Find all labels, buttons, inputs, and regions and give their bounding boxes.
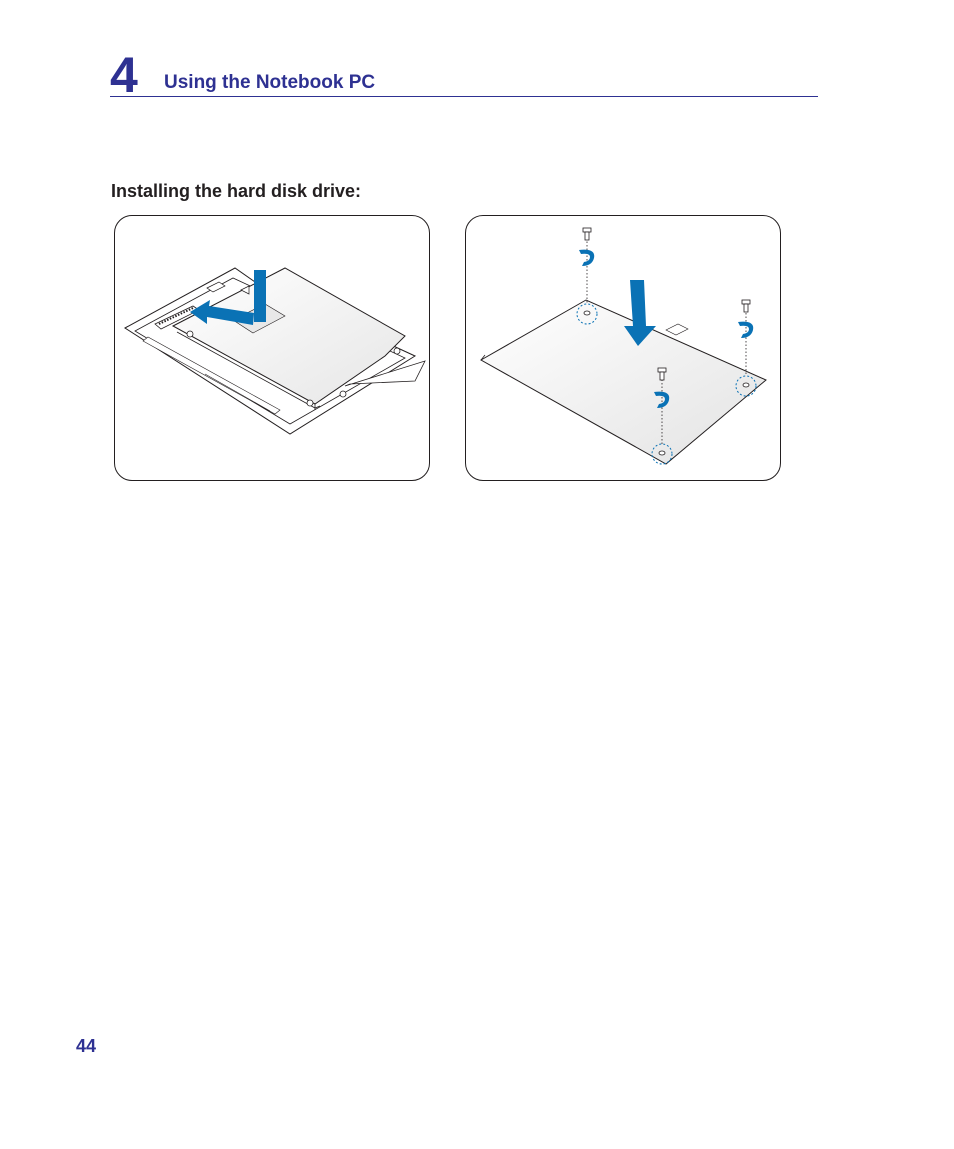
cover-screws-illustration <box>465 215 781 481</box>
page-number: 44 <box>76 1036 97 1056</box>
hdd-insert-drawing <box>115 216 430 481</box>
chapter-title: Using the Notebook PC <box>164 72 376 93</box>
header-divider <box>110 96 818 97</box>
chapter-number: 4 <box>110 47 138 103</box>
hdd-insert-illustration <box>114 215 430 481</box>
section-heading: Installing the hard disk drive: <box>111 181 362 201</box>
cover-screws-drawing <box>466 216 781 481</box>
